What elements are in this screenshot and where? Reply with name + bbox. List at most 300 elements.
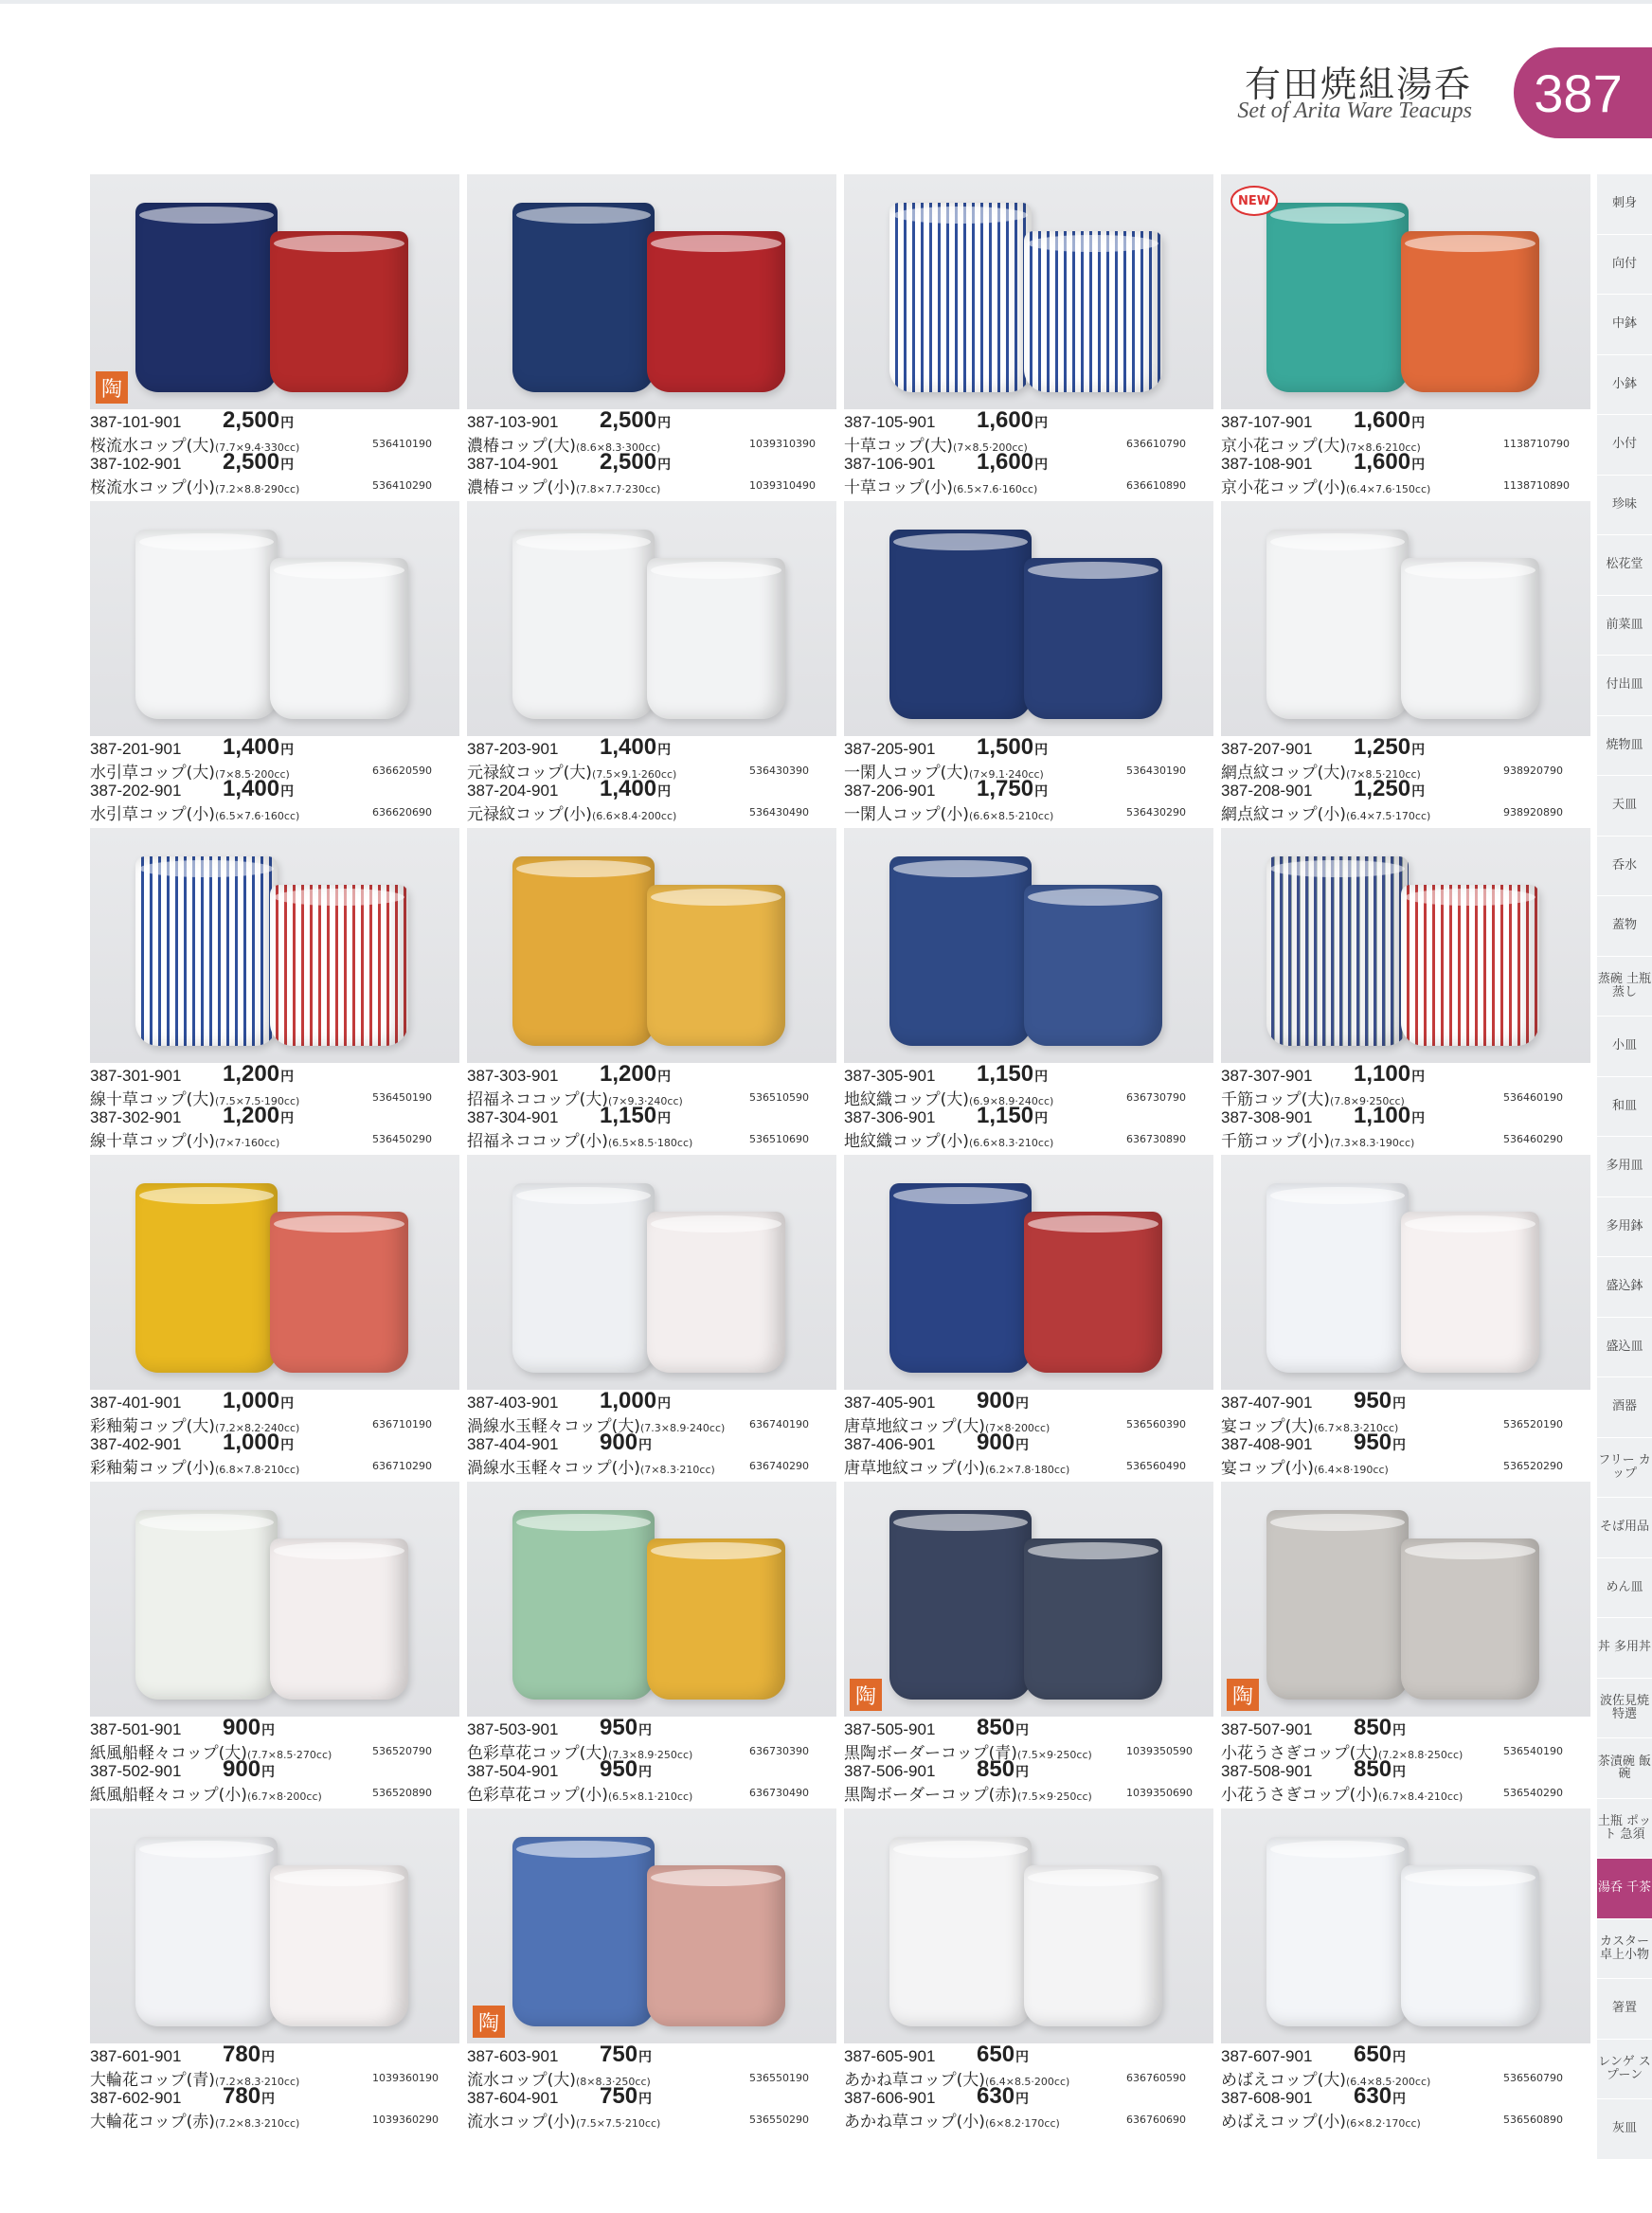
product-code: 387-508-901 — [1221, 1762, 1313, 1780]
cup-small-image — [1401, 885, 1539, 1046]
yen-symbol: 円 — [1015, 1395, 1030, 1411]
product-price — [600, 1061, 671, 1088]
product-code: 387-101-901 — [90, 413, 182, 431]
product-size: (6.9×8.9·240cc) — [968, 1095, 1054, 1107]
product-name: 宴コップ(小) — [1221, 1459, 1314, 1478]
product-size: (7×8·200cc) — [984, 1422, 1050, 1434]
yen-symbol: 円 — [280, 457, 295, 472]
product-photo[interactable] — [90, 1482, 459, 1717]
product-photo[interactable] — [90, 828, 459, 1063]
sidebar-category-item[interactable]: 中鉢 — [1597, 295, 1652, 355]
product-size: (7×8.3·210cc) — [639, 1464, 715, 1476]
product-price — [600, 2042, 652, 2068]
product-card[interactable] — [90, 501, 459, 828]
product-card[interactable] — [467, 1482, 836, 1808]
product-row — [90, 1482, 1563, 1808]
product-info — [1221, 1061, 1595, 1151]
product-name: めばえコップ(大) — [1221, 2071, 1346, 2090]
price-value: 1,600 — [1354, 407, 1411, 433]
yen-symbol: 円 — [1015, 1764, 1030, 1779]
product-name: 元禄紋コップ(大) — [467, 764, 592, 783]
product-row — [90, 1155, 1563, 1482]
product-code: 387-405-901 — [844, 1394, 936, 1412]
product-name: 渦線水玉軽々コップ(大) — [467, 1417, 640, 1436]
product-photo[interactable] — [1221, 1808, 1590, 2043]
product-code: 387-203-901 — [467, 740, 559, 758]
product-line — [844, 1756, 1218, 1805]
product-name: あかね草コップ(大) — [844, 2071, 985, 2090]
price-value: 2,500 — [223, 407, 280, 433]
product-info — [90, 1388, 464, 1478]
product-name: 紙風船軽々コップ(小) — [90, 1786, 247, 1805]
product-card[interactable] — [467, 1808, 836, 2135]
product-line — [844, 1715, 1218, 1763]
product-info — [1221, 407, 1595, 497]
sidebar-category-item[interactable]: 和皿 — [1597, 1077, 1652, 1138]
sidebar-category-item[interactable]: 前菜皿 — [1597, 596, 1652, 657]
product-card[interactable] — [90, 174, 459, 501]
product-info — [844, 2042, 1218, 2132]
product-price — [223, 449, 294, 476]
product-code: 387-403-901 — [467, 1394, 559, 1412]
product-jan-code: 536520190 — [1503, 1418, 1563, 1430]
cup-small-image — [1024, 1538, 1162, 1700]
product-line — [90, 1756, 464, 1805]
sidebar-category-item[interactable]: 土瓶 ポット 急須 — [1597, 1799, 1652, 1860]
product-size: (7.8×9·250cc) — [1329, 1095, 1405, 1107]
product-card[interactable] — [844, 1155, 1213, 1482]
product-name-line — [1221, 801, 1430, 824]
sidebar-category-item[interactable]: 盛込皿 — [1597, 1318, 1652, 1378]
product-price — [1354, 1715, 1406, 1741]
product-card[interactable] — [90, 1482, 459, 1808]
product-name: 十草コップ(小) — [844, 478, 953, 497]
sidebar-category-item[interactable]: そば用品 — [1597, 1498, 1652, 1558]
product-name-line — [1221, 1454, 1389, 1478]
price-value: 2,500 — [600, 407, 657, 433]
sidebar-category-item[interactable]: 松花堂 — [1597, 535, 1652, 596]
product-card[interactable] — [1221, 501, 1590, 828]
cup-small-image — [647, 1865, 785, 2026]
product-price — [600, 1756, 652, 1783]
product-price — [223, 1430, 294, 1456]
product-name: 紙風船軽々コップ(大) — [90, 1744, 247, 1763]
product-code: 387-506-901 — [844, 1762, 936, 1780]
product-jan-code: 1039350590 — [1126, 1745, 1193, 1757]
product-size: (6.6×8.5·210cc) — [968, 810, 1054, 822]
product-line — [90, 776, 464, 824]
yen-symbol: 円 — [261, 1764, 276, 1779]
product-price — [223, 2042, 275, 2068]
product-photo[interactable] — [1221, 1155, 1590, 1390]
price-value: 650 — [977, 2042, 1015, 2067]
product-line — [90, 2083, 464, 2132]
product-price — [977, 2083, 1029, 2110]
sidebar-category-item[interactable]: めん皿 — [1597, 1558, 1652, 1619]
product-jan-code: 536540290 — [1503, 1787, 1563, 1799]
product-size: (7.7×8.5·270cc) — [246, 1749, 332, 1761]
yen-symbol: 円 — [657, 457, 672, 472]
product-price — [1354, 1061, 1425, 1088]
product-photo[interactable] — [844, 501, 1213, 736]
yen-symbol: 円 — [280, 1395, 295, 1411]
product-code: 387-607-901 — [1221, 2047, 1313, 2065]
product-photo[interactable] — [1221, 828, 1590, 1063]
product-name: 桜流水コップ(大) — [90, 437, 215, 456]
product-name: 流水コップ(小) — [467, 2113, 576, 2132]
product-jan-code: 1138710890 — [1503, 479, 1570, 492]
sidebar-category-item[interactable]: 珍味 — [1597, 476, 1652, 536]
product-photo[interactable] — [1221, 501, 1590, 736]
sidebar-category-item[interactable]: 小皿 — [1597, 1017, 1652, 1077]
product-size: (6.7×8.3·210cc) — [1313, 1422, 1399, 1434]
product-jan-code: 536510690 — [749, 1133, 809, 1145]
product-code: 387-105-901 — [844, 413, 936, 431]
product-line — [467, 2042, 841, 2090]
product-size: (7×8.5·200cc) — [214, 768, 290, 781]
price-value: 780 — [223, 2083, 261, 2109]
price-value: 1,000 — [600, 1388, 657, 1413]
product-card[interactable] — [844, 501, 1213, 828]
product-code: 387-206-901 — [844, 782, 936, 800]
cup-small-image — [1401, 1538, 1539, 1700]
sidebar-category-item[interactable]: 天皿 — [1597, 776, 1652, 837]
cup-large-image — [889, 1837, 1032, 2026]
product-size: (7.2×8.3·210cc) — [214, 2076, 300, 2088]
product-size: (6.5×8.5·180cc) — [607, 1137, 693, 1149]
product-line — [844, 776, 1218, 824]
product-photo[interactable] — [90, 1155, 459, 1390]
product-jan-code: 536560890 — [1503, 2114, 1563, 2126]
product-photo[interactable] — [1221, 174, 1590, 409]
product-jan-code: 1039310490 — [749, 479, 816, 492]
sidebar-category-item[interactable]: 茶漬碗 飯碗 — [1597, 1738, 1652, 1799]
product-card[interactable] — [1221, 1155, 1590, 1482]
product-jan-code: 536540190 — [1503, 1745, 1563, 1757]
product-card[interactable] — [467, 501, 836, 828]
sidebar-category-item[interactable]: 盛込鉢 — [1597, 1257, 1652, 1318]
product-name-line — [467, 1781, 692, 1805]
product-name: 網点紋コップ(小) — [1221, 805, 1346, 824]
product-info — [844, 734, 1218, 824]
product-size: (7×8.5·200cc) — [952, 441, 1028, 454]
product-name: あかね草コップ(小) — [844, 2113, 985, 2132]
product-code: 387-208-901 — [1221, 782, 1313, 800]
product-code: 387-104-901 — [467, 455, 559, 473]
sidebar-category-item[interactable]: 多用皿 — [1597, 1137, 1652, 1197]
cup-large-image — [1266, 856, 1409, 1046]
product-price — [223, 1061, 294, 1088]
cup-large-image — [889, 1510, 1032, 1700]
product-photo[interactable] — [90, 501, 459, 736]
yen-symbol: 円 — [1392, 1722, 1407, 1737]
product-name-line — [1221, 474, 1430, 497]
price-value: 1,150 — [977, 1103, 1034, 1128]
sidebar-category-item[interactable]: 酒器 — [1597, 1377, 1652, 1438]
product-size: (6.2×7.8·180cc) — [984, 1464, 1070, 1476]
product-jan-code: 536450290 — [372, 1133, 432, 1145]
product-code: 387-108-901 — [1221, 455, 1313, 473]
product-photo[interactable] — [844, 1808, 1213, 2043]
price-value: 1,600 — [977, 407, 1034, 433]
category-sidebar — [1597, 174, 1652, 2160]
sidebar-category-item[interactable]: 波佐見焼 特選 — [1597, 1679, 1652, 1739]
sidebar-category-item[interactable]: 蓋物 — [1597, 896, 1652, 957]
sidebar-category-item[interactable]: 灰皿 — [1597, 2099, 1652, 2160]
product-photo[interactable] — [844, 828, 1213, 1063]
cup-large-image — [135, 1183, 278, 1373]
product-name-line — [90, 1781, 322, 1805]
product-name: 招福ネココップ(小) — [467, 1132, 608, 1151]
sidebar-category-item[interactable]: 小付 — [1597, 415, 1652, 476]
product-photo[interactable] — [467, 1482, 836, 1717]
product-name-line — [90, 1127, 279, 1151]
product-card[interactable] — [1221, 828, 1590, 1155]
sidebar-category-item[interactable]: 蒸碗 土瓶蒸し — [1597, 957, 1652, 1017]
product-jan-code: 636760690 — [1126, 2114, 1186, 2126]
product-jan-code: 938920890 — [1503, 806, 1563, 819]
product-name-line — [844, 1739, 1092, 1763]
yen-symbol: 円 — [1034, 1110, 1049, 1125]
product-name: 網点紋コップ(大) — [1221, 764, 1346, 783]
product-name: 京小花コップ(大) — [1221, 437, 1346, 456]
sidebar-category-item[interactable]: カスター 卓上小物 — [1597, 1919, 1652, 1980]
product-name: 千筋コップ(小) — [1221, 1132, 1330, 1151]
product-size: (6.4×8.5·200cc) — [984, 2076, 1070, 2088]
price-value: 1,000 — [223, 1388, 280, 1413]
product-card[interactable] — [1221, 174, 1590, 501]
yen-symbol: 円 — [1411, 742, 1426, 757]
product-card[interactable] — [467, 828, 836, 1155]
product-card[interactable] — [1221, 1482, 1590, 1808]
product-code: 387-106-901 — [844, 455, 936, 473]
product-info — [1221, 1715, 1595, 1805]
product-price — [977, 1388, 1029, 1414]
product-jan-code: 536410290 — [372, 479, 432, 492]
yen-symbol: 円 — [280, 783, 295, 799]
product-size: (7.2×8.8·250cc) — [1377, 1749, 1463, 1761]
product-size: (6×8.2·170cc) — [984, 2117, 1060, 2130]
price-value: 950 — [1354, 1430, 1392, 1455]
sidebar-category-item[interactable]: 付出皿 — [1597, 656, 1652, 716]
product-jan-code: 536450190 — [372, 1091, 432, 1104]
product-photo[interactable] — [844, 1482, 1213, 1717]
product-code: 387-306-901 — [844, 1108, 936, 1126]
yen-symbol: 円 — [638, 2091, 653, 2106]
product-price — [223, 1103, 294, 1129]
product-photo[interactable] — [467, 501, 836, 736]
product-name-line — [467, 1739, 692, 1763]
product-name: 線十草コップ(小) — [90, 1132, 215, 1151]
sidebar-category-item[interactable]: フリー カップ — [1597, 1438, 1652, 1499]
product-name: 大輪花コップ(青) — [90, 2071, 215, 2090]
product-size: (7.5×7.5·190cc) — [214, 1095, 300, 1107]
product-jan-code: 536430190 — [1126, 765, 1186, 777]
product-size: (7×7·160cc) — [214, 1137, 280, 1149]
yen-symbol: 円 — [657, 783, 672, 799]
product-price — [1354, 407, 1425, 434]
product-price — [223, 1756, 275, 1783]
product-photo[interactable] — [90, 1808, 459, 2043]
product-name: 水引草コップ(大) — [90, 764, 215, 783]
sidebar-category-item[interactable]: 小鉢 — [1597, 355, 1652, 416]
product-size: (7.3×8.3·190cc) — [1329, 1137, 1415, 1149]
product-price — [1354, 1430, 1406, 1456]
product-price — [977, 1756, 1029, 1783]
product-name: めばえコップ(小) — [1221, 2113, 1346, 2132]
product-line — [1221, 1430, 1595, 1478]
sidebar-category-item[interactable]: 丼 多用丼 — [1597, 1618, 1652, 1679]
product-code: 387-505-901 — [844, 1720, 936, 1738]
product-card[interactable] — [844, 1808, 1213, 2135]
sidebar-category-item[interactable]: 湯呑 千茶 — [1597, 1859, 1652, 1919]
product-price — [600, 1715, 652, 1741]
top-rule — [0, 0, 1652, 4]
product-card[interactable] — [1221, 1808, 1590, 2135]
product-size: (8.6×8.3·300cc) — [575, 441, 661, 454]
product-name-line — [844, 801, 1053, 824]
yen-symbol: 円 — [261, 2091, 276, 2106]
product-size: (6.7×8.4·210cc) — [1377, 1790, 1463, 1803]
yen-symbol: 円 — [1411, 1069, 1426, 1084]
yen-symbol: 円 — [638, 2049, 653, 2064]
product-price — [1354, 734, 1425, 761]
product-line — [1221, 1388, 1595, 1436]
product-name-line — [1221, 1781, 1463, 1805]
product-card[interactable] — [467, 174, 836, 501]
product-jan-code: 1039350690 — [1126, 1787, 1193, 1799]
sidebar-category-item[interactable]: レンゲ スプーン — [1597, 2040, 1652, 2100]
product-name: 招福ネココップ(大) — [467, 1090, 608, 1109]
product-line — [844, 1388, 1218, 1436]
product-jan-code: 636740190 — [749, 1418, 809, 1430]
product-code: 387-503-901 — [467, 1720, 559, 1738]
product-photo[interactable] — [467, 174, 836, 409]
price-value: 900 — [223, 1715, 261, 1740]
product-name-line — [90, 2108, 299, 2132]
product-name-line — [90, 474, 299, 497]
product-photo[interactable] — [467, 828, 836, 1063]
cup-large-image — [512, 1837, 655, 2026]
product-size: (6.4×7.6·150cc) — [1345, 483, 1431, 495]
product-price — [600, 1388, 671, 1414]
product-code: 387-307-901 — [1221, 1067, 1313, 1085]
product-size: (7×9.1·240cc) — [968, 768, 1044, 781]
product-code: 387-201-901 — [90, 740, 182, 758]
product-photo[interactable] — [90, 174, 459, 409]
product-card[interactable] — [467, 1155, 836, 1482]
product-row — [90, 828, 1563, 1155]
product-size: (7.5×9·250cc) — [1016, 1790, 1092, 1803]
product-size: (8×8.3·250cc) — [575, 2076, 651, 2088]
sidebar-category-item[interactable]: 箸置 — [1597, 1979, 1652, 2040]
product-price — [600, 1430, 652, 1456]
product-code: 387-103-901 — [467, 413, 559, 431]
cup-large-image — [135, 1510, 278, 1700]
product-code: 387-408-901 — [1221, 1435, 1313, 1453]
product-card[interactable] — [844, 1482, 1213, 1808]
page-subtitle: Set of Arita Ware Teacups — [1237, 99, 1472, 123]
cup-large-image — [135, 530, 278, 719]
product-line — [90, 1430, 464, 1478]
product-name: 色彩草花コップ(小) — [467, 1786, 608, 1805]
cup-small-image — [1024, 1212, 1162, 1373]
cup-small-image — [1401, 231, 1539, 392]
product-name: 小花うさぎコップ(小) — [1221, 1786, 1378, 1805]
product-name: 桜流水コップ(小) — [90, 478, 215, 497]
product-size: (6.5×7.6·160cc) — [952, 483, 1038, 495]
product-photo[interactable] — [1221, 1482, 1590, 1717]
price-value: 1,250 — [1354, 776, 1411, 801]
product-photo[interactable] — [844, 1155, 1213, 1390]
product-size: (6.4×8·190cc) — [1313, 1464, 1389, 1476]
product-size: (6.5×8.1·210cc) — [607, 1790, 693, 1803]
sidebar-category-item[interactable]: 呑水 — [1597, 837, 1652, 897]
cup-large-image — [1266, 1837, 1409, 2026]
product-line — [90, 2042, 464, 2090]
yen-symbol: 円 — [657, 742, 672, 757]
product-price — [600, 734, 671, 761]
product-code: 387-207-901 — [1221, 740, 1313, 758]
product-price — [600, 449, 671, 476]
product-info — [467, 407, 841, 497]
product-jan-code: 536550290 — [749, 2114, 809, 2126]
cup-small-image — [647, 558, 785, 719]
product-info — [844, 1388, 1218, 1478]
product-price — [977, 776, 1048, 802]
product-card[interactable] — [90, 1808, 459, 2135]
product-price — [600, 776, 671, 802]
product-name-line — [1221, 1739, 1463, 1763]
product-card[interactable] — [90, 828, 459, 1155]
product-code: 387-602-901 — [90, 2089, 182, 2107]
product-code: 387-302-901 — [90, 1108, 182, 1126]
cup-large-image — [135, 856, 278, 1046]
price-value: 900 — [977, 1430, 1015, 1455]
sidebar-category-item[interactable]: 向付 — [1597, 235, 1652, 296]
product-photo[interactable] — [467, 1155, 836, 1390]
product-info — [844, 1715, 1218, 1805]
product-card[interactable] — [844, 828, 1213, 1155]
product-code: 387-301-901 — [90, 1067, 182, 1085]
product-photo[interactable] — [844, 174, 1213, 409]
cup-large-image — [512, 1183, 655, 1373]
product-card[interactable] — [90, 1155, 459, 1482]
product-code: 387-608-901 — [1221, 2089, 1313, 2107]
price-value: 750 — [600, 2042, 638, 2067]
product-code: 387-402-901 — [90, 1435, 182, 1453]
product-info — [90, 1061, 464, 1151]
product-jan-code: 536430290 — [1126, 806, 1186, 819]
yen-symbol: 円 — [1015, 2091, 1030, 2106]
product-name: 地紋織コップ(小) — [844, 1132, 969, 1151]
product-card[interactable] — [844, 174, 1213, 501]
sidebar-category-item[interactable]: 焼物皿 — [1597, 716, 1652, 777]
product-price — [600, 2083, 652, 2110]
product-name: 元禄紋コップ(小) — [467, 805, 592, 824]
product-price — [977, 1715, 1029, 1741]
product-name: 地紋織コップ(大) — [844, 1090, 969, 1109]
sidebar-category-item[interactable]: 多用鉢 — [1597, 1197, 1652, 1258]
sidebar-category-item[interactable]: 刺身 — [1597, 174, 1652, 235]
product-name-line — [90, 801, 299, 824]
product-photo[interactable] — [467, 1808, 836, 2043]
product-size: (7×8.6·210cc) — [1345, 441, 1421, 454]
yen-symbol: 円 — [1015, 1722, 1030, 1737]
product-jan-code: 536410190 — [372, 438, 432, 450]
yen-symbol: 円 — [1392, 2091, 1407, 2106]
product-line — [467, 2083, 841, 2132]
